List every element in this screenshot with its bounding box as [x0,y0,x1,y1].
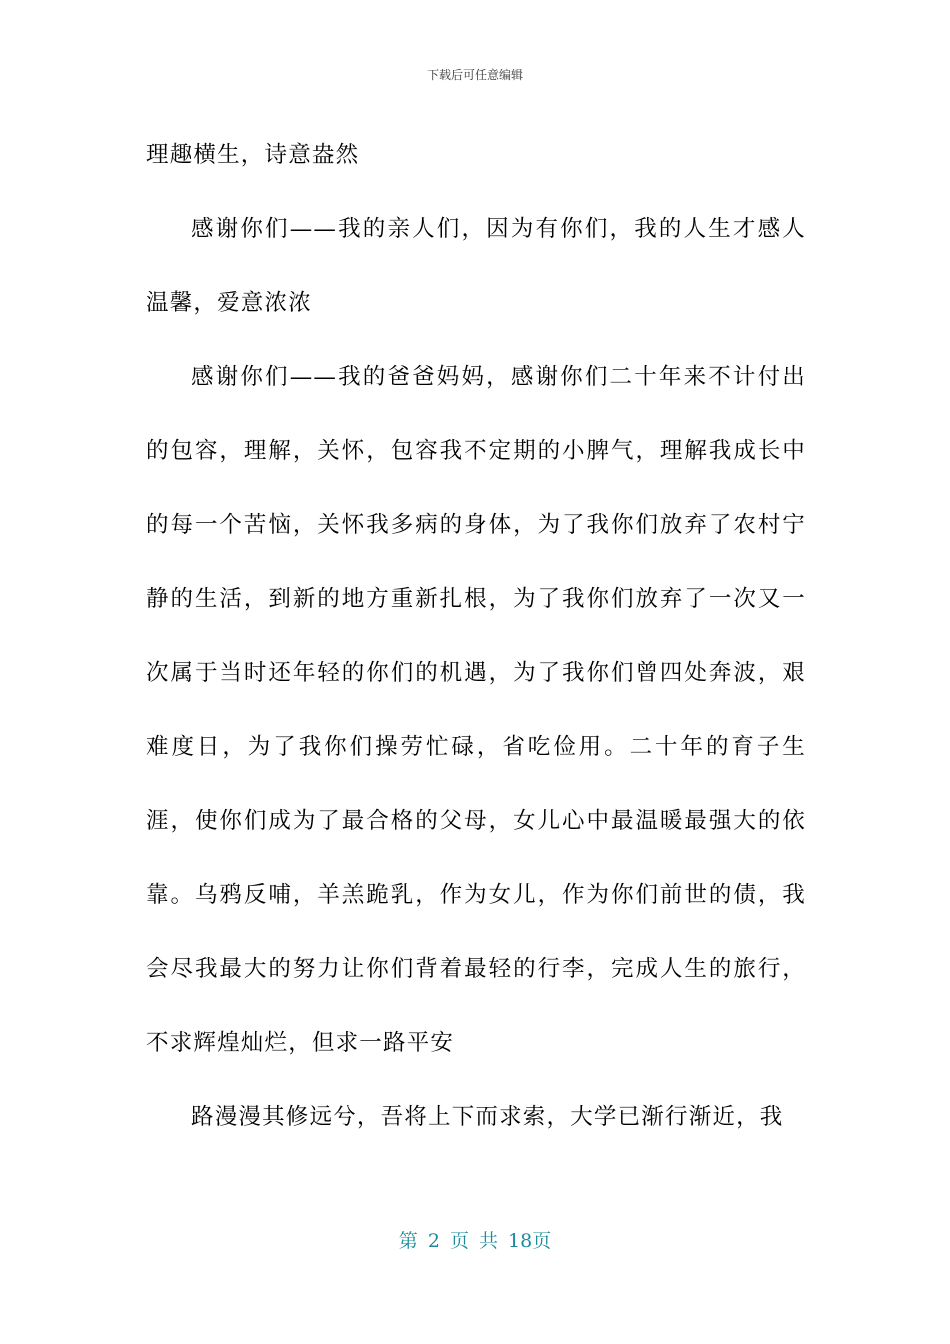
document-body [146,118,806,1154]
paragraph-long-road: 路漫漫其修远兮，吾将上下而求索，大学已渐行渐近，我 [191,1104,784,1130]
paragraph-continuation: 理趣横生，诗意盎然 [146,142,360,168]
page-number: 第 2 页 共 18页 [398,1230,552,1252]
paragraph-thanks-family: 感谢你们——我的亲人们，因为有你们，我的人生才感人温馨，爱意浓浓 [146,216,806,316]
paragraph-thanks-parents: 感谢你们——我的爸爸妈妈，感谢你们二十年来不计付出的包容，理解，关怀，包容我不定期的小脾气，理解我成长中的每一个苦恼，关怀我多病的身体，为了我你们放弃了农村宁静的生活，到新的地方重新扎根，为了我你们放弃了一次又一次属于当时还年轻的你们的机遇，为了我你们曾四处奔波，艰难度日，为了我你们操劳忙碌，省吃俭用。二十年的育子生涯，使你们成为了最合格的父母，女儿心中最温暖最强大的依靠。乌鸦反哺，羊羔跪乳，作为女儿，作为你们前世的债，我会尽我最大的努力让你们背着最轻的行李，完成人生的旅行，不求辉煌灿烂，但求一路平安 [146,364,806,1056]
header-note: 下载后可任意编辑 [426,68,523,82]
